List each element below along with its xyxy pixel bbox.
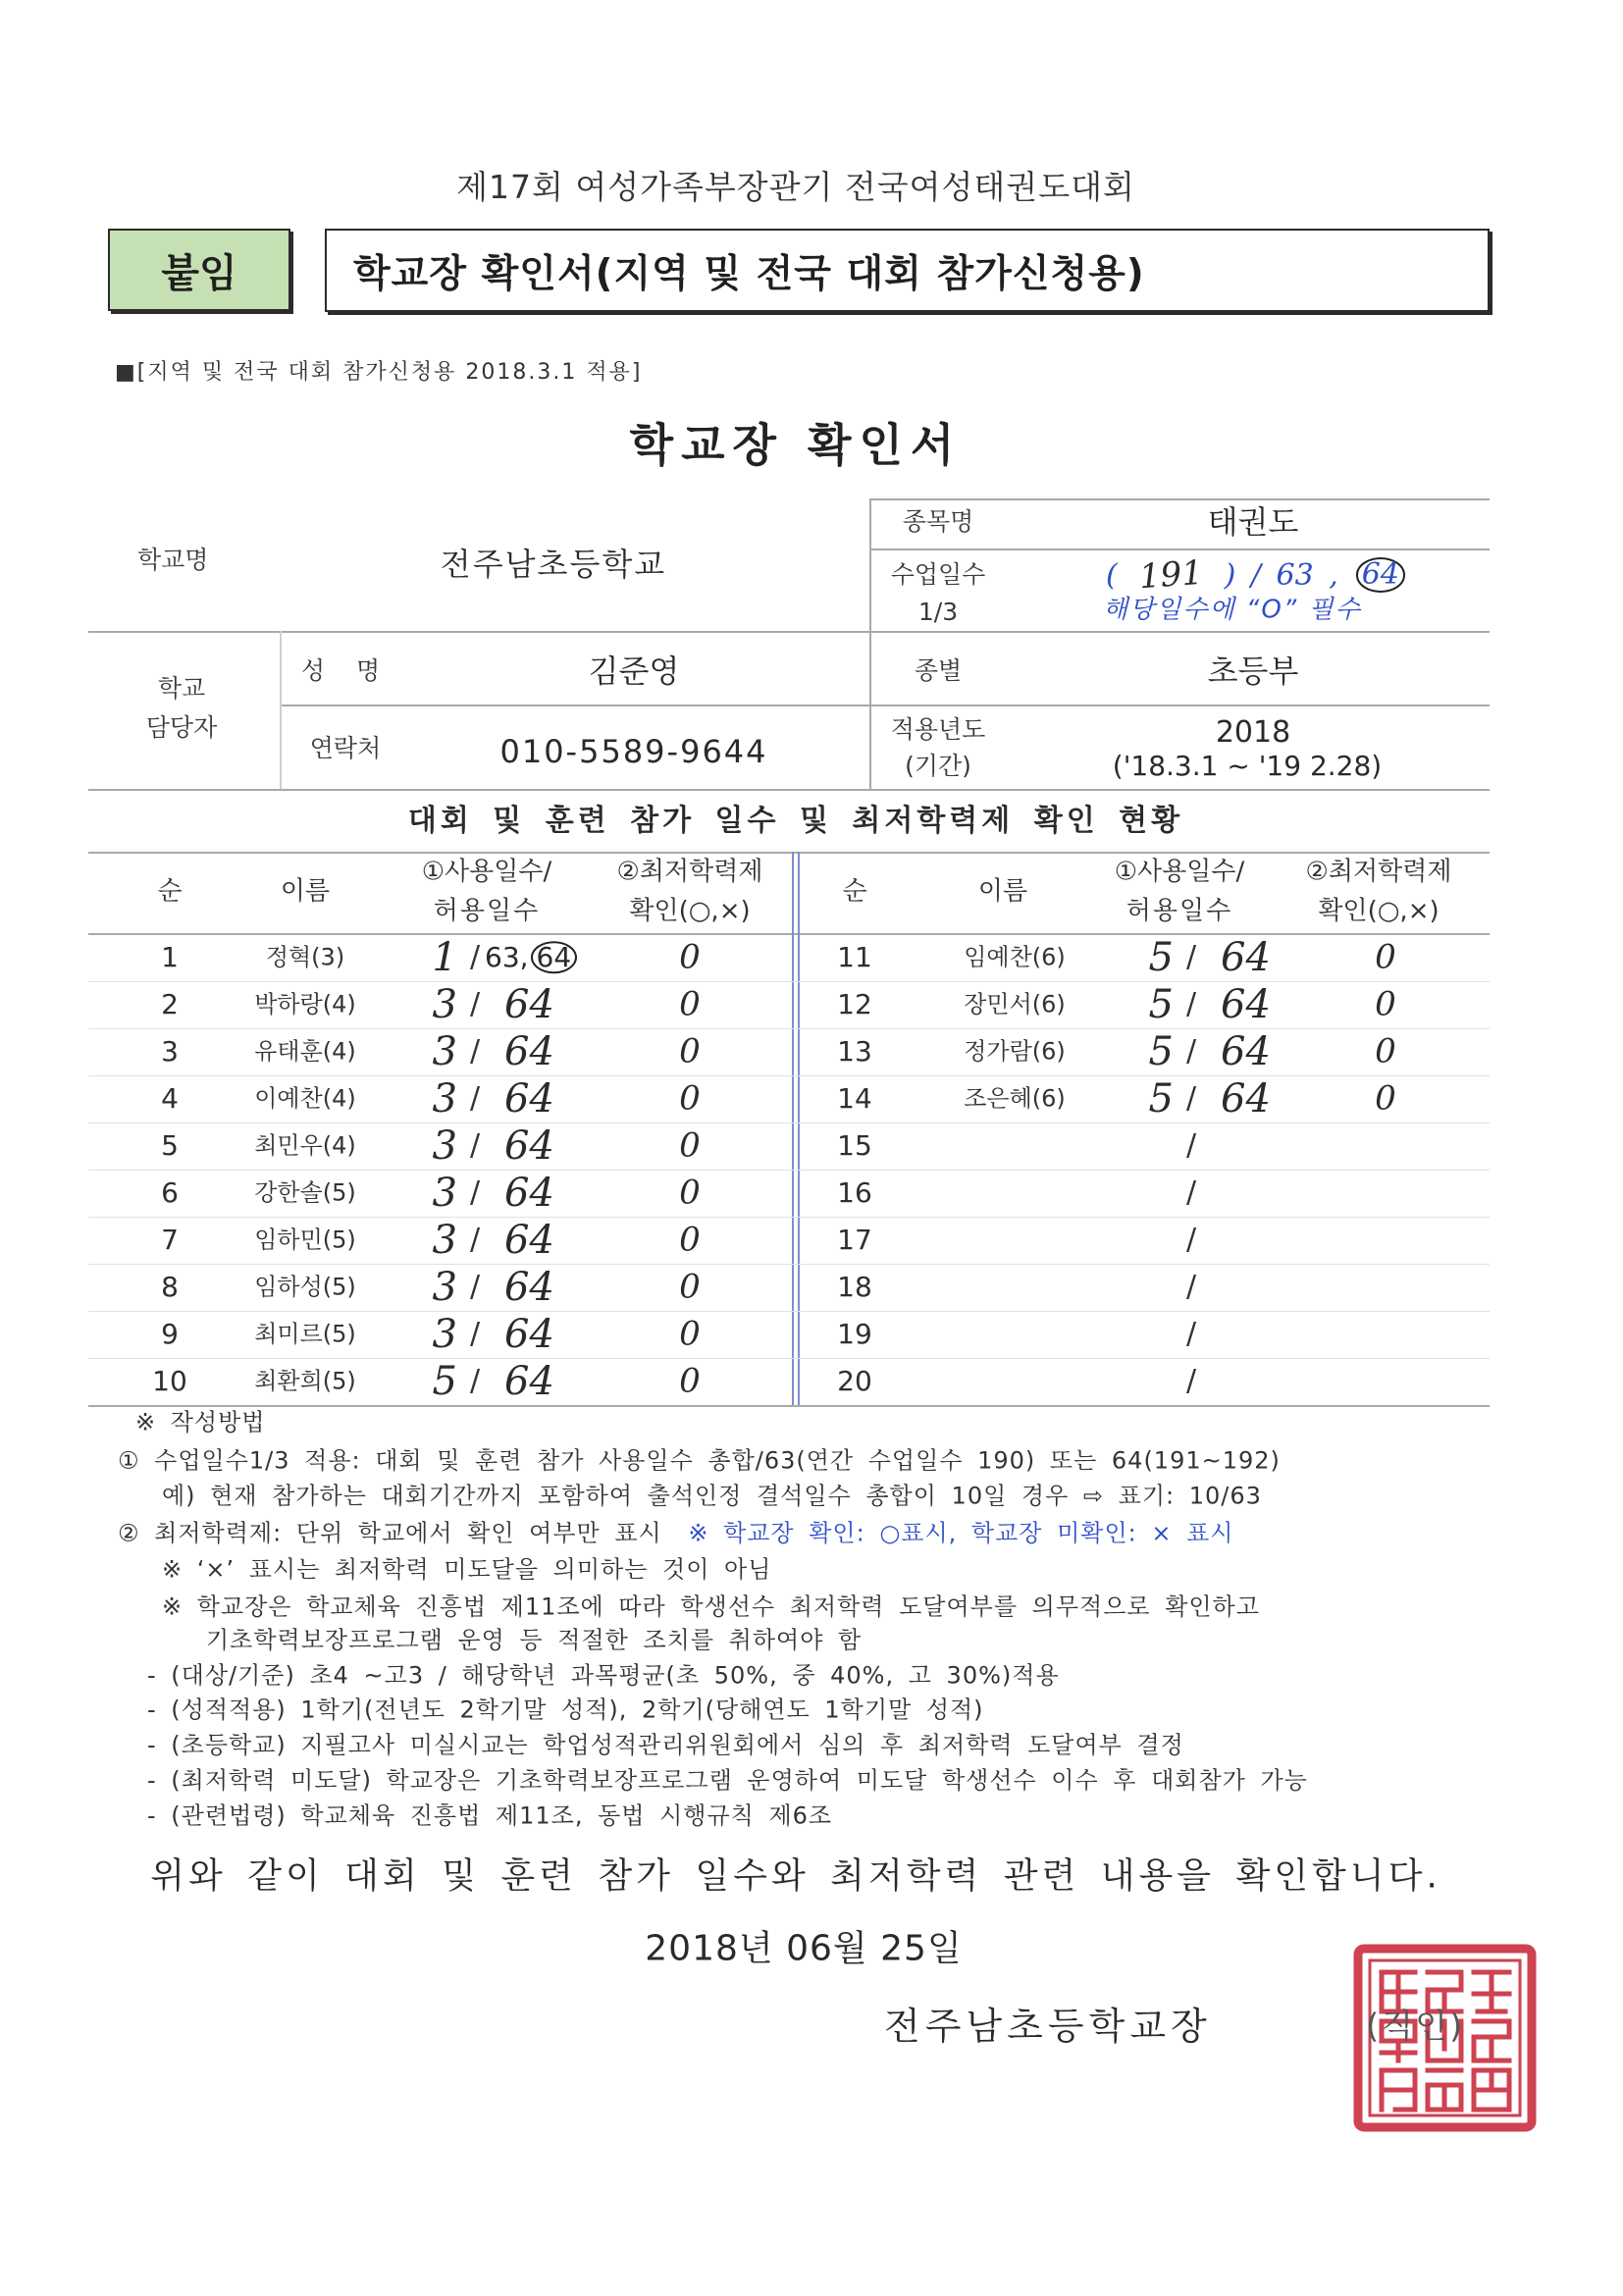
- academic-check-mark: 0: [679, 984, 701, 1024]
- student-name: 유태훈(4): [254, 1037, 356, 1066]
- usage-separator: /: [1185, 1317, 1197, 1351]
- header-usage: ①사용일수/: [421, 857, 552, 887]
- days-allowed: 64: [504, 1359, 554, 1404]
- row-rule: [88, 1311, 1490, 1312]
- days-used: 5: [1148, 1076, 1174, 1122]
- sport-label: 종목명: [902, 507, 974, 536]
- header-usage-allowed: 허용일수: [1126, 896, 1233, 926]
- note-bullet: - (초등학교) 지필고사 미실시교는 학업성적관리위원회에서 심의 후 최저학력 도달여부 결정: [147, 1731, 1184, 1759]
- note-item-text: ② 최저학력제: 단위 학교에서 확인 여부만 표시: [118, 1519, 662, 1547]
- class-days-ratio: 1/3: [917, 598, 959, 626]
- usage-separator: /: [469, 1317, 481, 1351]
- notes-heading: ※ 작성방법: [135, 1408, 266, 1436]
- usage-separator: /: [1185, 1175, 1197, 1210]
- days-allowed: 64: [504, 1123, 554, 1169]
- period-value: ('18.3.1 ~ '19 2.28): [1112, 750, 1383, 783]
- info-rule: [88, 631, 1490, 633]
- academic-check-mark: 0: [679, 1031, 701, 1071]
- days-allowed: 64: [504, 1265, 554, 1310]
- usage-separator: /: [469, 940, 481, 974]
- usage-separator: /: [1185, 940, 1197, 974]
- days-allowed: 64: [1221, 1076, 1271, 1122]
- days-used: 3: [432, 1218, 457, 1263]
- student-name: 최미르(5): [254, 1320, 356, 1348]
- period-label: (기간): [905, 752, 971, 780]
- class-days-handwritten: 191: [1137, 552, 1204, 598]
- student-name: 정혁(3): [265, 943, 345, 971]
- days-used: 5: [432, 1359, 457, 1404]
- row-number: 13: [837, 1035, 872, 1069]
- days-allowed: 64: [504, 1076, 554, 1122]
- student-name: 박하랑(4): [254, 990, 356, 1018]
- row-number: 12: [837, 988, 872, 1021]
- info-rule: [869, 548, 1490, 550]
- note-bullet: - (최저학력 미도달) 학교장은 기초학력보장프로그램 운영하여 미도달 학생선수 이수 후 대회참가 가능: [147, 1766, 1308, 1795]
- student-name: 임예찬(6): [964, 943, 1066, 971]
- class-days-value: [1106, 552, 1405, 598]
- row-number: 2: [161, 988, 179, 1021]
- header-no: 순: [842, 876, 867, 907]
- note-item: 기초학력보장프로그램 운영 등 적절한 조치를 취하여야 함: [206, 1626, 863, 1654]
- roster-rule: [88, 852, 1490, 854]
- phone-label: 연락처: [309, 734, 382, 762]
- usage-separator: /: [1185, 987, 1197, 1021]
- row-rule: [88, 1075, 1490, 1076]
- signer-name: 전주남초등학교장: [884, 2005, 1212, 2049]
- sport-value: 태권도: [1207, 502, 1299, 541]
- note-item: 예) 현재 참가하는 대회기간까지 포함하여 출석인정 결석일수 총합이 10일 경우 ⇨ 표기: 10/63: [162, 1482, 1262, 1510]
- row-number: 16: [837, 1176, 872, 1210]
- student-name: 강한솔(5): [254, 1178, 356, 1207]
- usage-separator: /: [469, 1128, 481, 1163]
- school-name: 전주남초등학교: [440, 545, 667, 583]
- year-value: 2018: [1215, 715, 1291, 750]
- row-rule: [88, 1358, 1490, 1359]
- academic-check-mark: 0: [1375, 1031, 1396, 1071]
- usage-separator: /: [1185, 1364, 1197, 1398]
- days-allowed: 64: [1221, 935, 1271, 980]
- name-label: 성 명: [300, 656, 393, 685]
- days-used: 3: [432, 982, 457, 1027]
- header-check-mark: 확인(○,×): [629, 896, 751, 926]
- days-used: 3: [432, 1076, 457, 1122]
- row-rule: [88, 981, 1490, 982]
- days-used: 3: [432, 1265, 457, 1310]
- usage-separator: /: [469, 1034, 481, 1069]
- roster-rule: [88, 933, 1490, 935]
- days-allowed: 64: [504, 1312, 554, 1357]
- page-title: 학교장 확인서: [629, 418, 963, 472]
- class-days-open: (: [1106, 557, 1118, 593]
- academic-check-mark: 0: [1375, 937, 1396, 977]
- row-rule: [88, 1264, 1490, 1265]
- roster-center-divider: [792, 852, 794, 1405]
- roster-rule: [88, 1405, 1490, 1407]
- contact-name: 김준영: [588, 652, 680, 690]
- class-days-options: ) / 63 ,: [1224, 557, 1338, 593]
- header-check-mark: 확인(○,×): [1318, 896, 1440, 926]
- days-allowed: 64: [504, 982, 554, 1027]
- days-allowed: [485, 941, 577, 974]
- days-used: 1: [432, 935, 457, 980]
- row-number: 6: [161, 1176, 179, 1210]
- days-allowed: 64: [1221, 982, 1271, 1027]
- usage-separator: /: [469, 1270, 481, 1304]
- note-item: ※ 학교장은 학교체육 진흥법 제11조에 따라 학생선수 최저학력 도달여부를 의무적으로 확인하고: [162, 1592, 1260, 1621]
- header-name: 이름: [280, 876, 331, 907]
- student-name: 임하성(5): [254, 1273, 356, 1301]
- row-rule: [88, 1122, 1490, 1123]
- note-bullet: - (관련법령) 학교체육 진흥법 제11조, 동법 시행규칙 제6조: [147, 1801, 833, 1830]
- days-used: 5: [1148, 1029, 1174, 1074]
- days-used: 3: [432, 1029, 457, 1074]
- days-used: 3: [432, 1312, 457, 1357]
- row-number: 10: [152, 1365, 187, 1398]
- academic-check-mark: 0: [679, 1361, 701, 1401]
- class-days-note: 해당일수에 “O” 필수: [1103, 595, 1362, 625]
- row-rule: [88, 1217, 1490, 1218]
- header-name: 이름: [977, 876, 1028, 907]
- header-check: ②최저학력제: [1305, 857, 1452, 887]
- student-name: 최환희(5): [254, 1367, 356, 1395]
- seal-label: (직인): [1366, 2007, 1465, 2047]
- row-number: 19: [837, 1318, 872, 1351]
- days-used: 3: [432, 1123, 457, 1169]
- class-days-selected: 64: [1356, 557, 1405, 593]
- header-check: ②최저학력제: [616, 857, 763, 887]
- days-allowed: 64: [504, 1171, 554, 1216]
- event-title: 제17회 여성가족부장관기 전국여성태권도대회: [456, 168, 1135, 207]
- student-name: 정가람(6): [964, 1037, 1066, 1066]
- row-number: 15: [837, 1129, 872, 1163]
- row-number: 9: [161, 1318, 179, 1351]
- row-number: 8: [161, 1271, 179, 1304]
- contact-label: 학교: [157, 674, 206, 703]
- school-label: 학교명: [137, 546, 209, 574]
- usage-separator: /: [469, 987, 481, 1021]
- student-name: 장민서(6): [964, 990, 1066, 1018]
- academic-check-mark: 0: [679, 1173, 701, 1213]
- info-rule: [280, 704, 1490, 706]
- form-note: ■[지역 및 전국 대회 참가신청용 2018.3.1 적용]: [115, 359, 643, 385]
- info-divider: [869, 498, 871, 789]
- academic-check-mark: 0: [679, 1220, 701, 1260]
- row-rule: [88, 1170, 1490, 1171]
- year-label: 적용년도: [890, 715, 986, 744]
- usage-separator: /: [1185, 1034, 1197, 1069]
- attachment-badge: [108, 229, 290, 311]
- division-value: 초등부: [1207, 652, 1299, 690]
- header-usage: ①사용일수/: [1114, 857, 1245, 887]
- note-item: ① 수업일수1/3 적용: 대회 및 훈련 참가 사용일수 총합/63(연간 수업일수 190) 또는 64(191~192): [118, 1446, 1281, 1475]
- academic-check-mark: 0: [679, 1267, 701, 1307]
- usage-separator: /: [1185, 1270, 1197, 1304]
- closing-date: 2018년 06월 25일: [645, 1928, 963, 1969]
- info-rule: [869, 498, 1490, 500]
- form-title: 학교장 확인서(지역 및 전국 대회 참가신청용): [353, 251, 1145, 296]
- academic-check-mark: 0: [1375, 984, 1396, 1024]
- student-name: 최민우(4): [254, 1131, 356, 1160]
- academic-check-mark: 0: [679, 1125, 701, 1166]
- student-name: 임하민(5): [254, 1226, 356, 1254]
- usage-separator: /: [1185, 1128, 1197, 1163]
- row-number: 5: [161, 1129, 179, 1163]
- row-number: 14: [837, 1082, 872, 1116]
- note-item: ※ ‘×’ 표시는 최저학력 미도달을 의미하는 것이 아님: [162, 1555, 772, 1584]
- form-title-box: [325, 229, 1490, 312]
- usage-separator: /: [1185, 1223, 1197, 1257]
- contact-phone: 010-5589-9644: [499, 732, 768, 770]
- academic-check-mark: 0: [679, 937, 701, 977]
- header-usage-allowed: 허용일수: [433, 896, 541, 926]
- row-number: 1: [161, 941, 179, 974]
- header-no: 순: [157, 876, 183, 907]
- info-divider: [280, 631, 282, 789]
- days-used: 5: [1148, 982, 1174, 1027]
- row-number: 3: [161, 1035, 179, 1069]
- contact-label: 담당자: [145, 713, 218, 742]
- roster-center-divider: [798, 852, 800, 1405]
- days-allowed: 64: [504, 1029, 554, 1074]
- usage-separator: /: [469, 1175, 481, 1210]
- division-label: 종별: [914, 656, 963, 685]
- class-days-label: 수업일수: [890, 560, 986, 589]
- student-name: 이예찬(4): [254, 1084, 356, 1113]
- note-bullet: - (대상/기준) 초4 ~고3 / 해당학년 과목평균(초 50%, 중 40%, 고 30%)적용: [147, 1661, 1060, 1690]
- row-number: 18: [837, 1271, 872, 1304]
- row-number: 17: [837, 1224, 872, 1257]
- roster-title: 대회 및 훈련 참가 일수 및 최저학력제 확인 현황: [407, 804, 1184, 838]
- note-item-mark: ※ 학교장 확인: ○표시, 학교장 미확인: × 표시: [688, 1519, 1234, 1547]
- note-item: [118, 1520, 1233, 1548]
- days-allowed: 64: [1221, 1029, 1271, 1074]
- note-bullet: - (성적적용) 1학기(전년도 2학기말 성적), 2학기(당해연도 1학기말 성적): [147, 1696, 984, 1724]
- attachment-label: 붙임: [161, 250, 237, 296]
- usage-separator: /: [469, 1081, 481, 1116]
- days-used: 5: [1148, 935, 1174, 980]
- row-number: 20: [837, 1365, 872, 1398]
- days-allowed-text: 63,: [485, 941, 529, 974]
- info-rule: [88, 789, 1490, 791]
- days-used: 3: [432, 1171, 457, 1216]
- usage-separator: /: [1185, 1081, 1197, 1116]
- academic-check-mark: 0: [679, 1314, 701, 1354]
- row-number: 4: [161, 1082, 179, 1116]
- days-allowed: 64: [504, 1218, 554, 1263]
- days-allowed-circled: 64: [531, 941, 578, 973]
- row-number: 11: [837, 941, 872, 974]
- student-name: 조은혜(6): [964, 1084, 1066, 1113]
- usage-separator: /: [469, 1364, 481, 1398]
- usage-separator: /: [469, 1223, 481, 1257]
- row-rule: [88, 1028, 1490, 1029]
- row-number: 7: [161, 1224, 179, 1257]
- academic-check-mark: 0: [679, 1078, 701, 1119]
- closing-statement: 위와 같이 대회 및 훈련 참가 일수와 최저학력 관련 내용을 확인합니다.: [150, 1855, 1441, 1897]
- academic-check-mark: 0: [1375, 1078, 1396, 1119]
